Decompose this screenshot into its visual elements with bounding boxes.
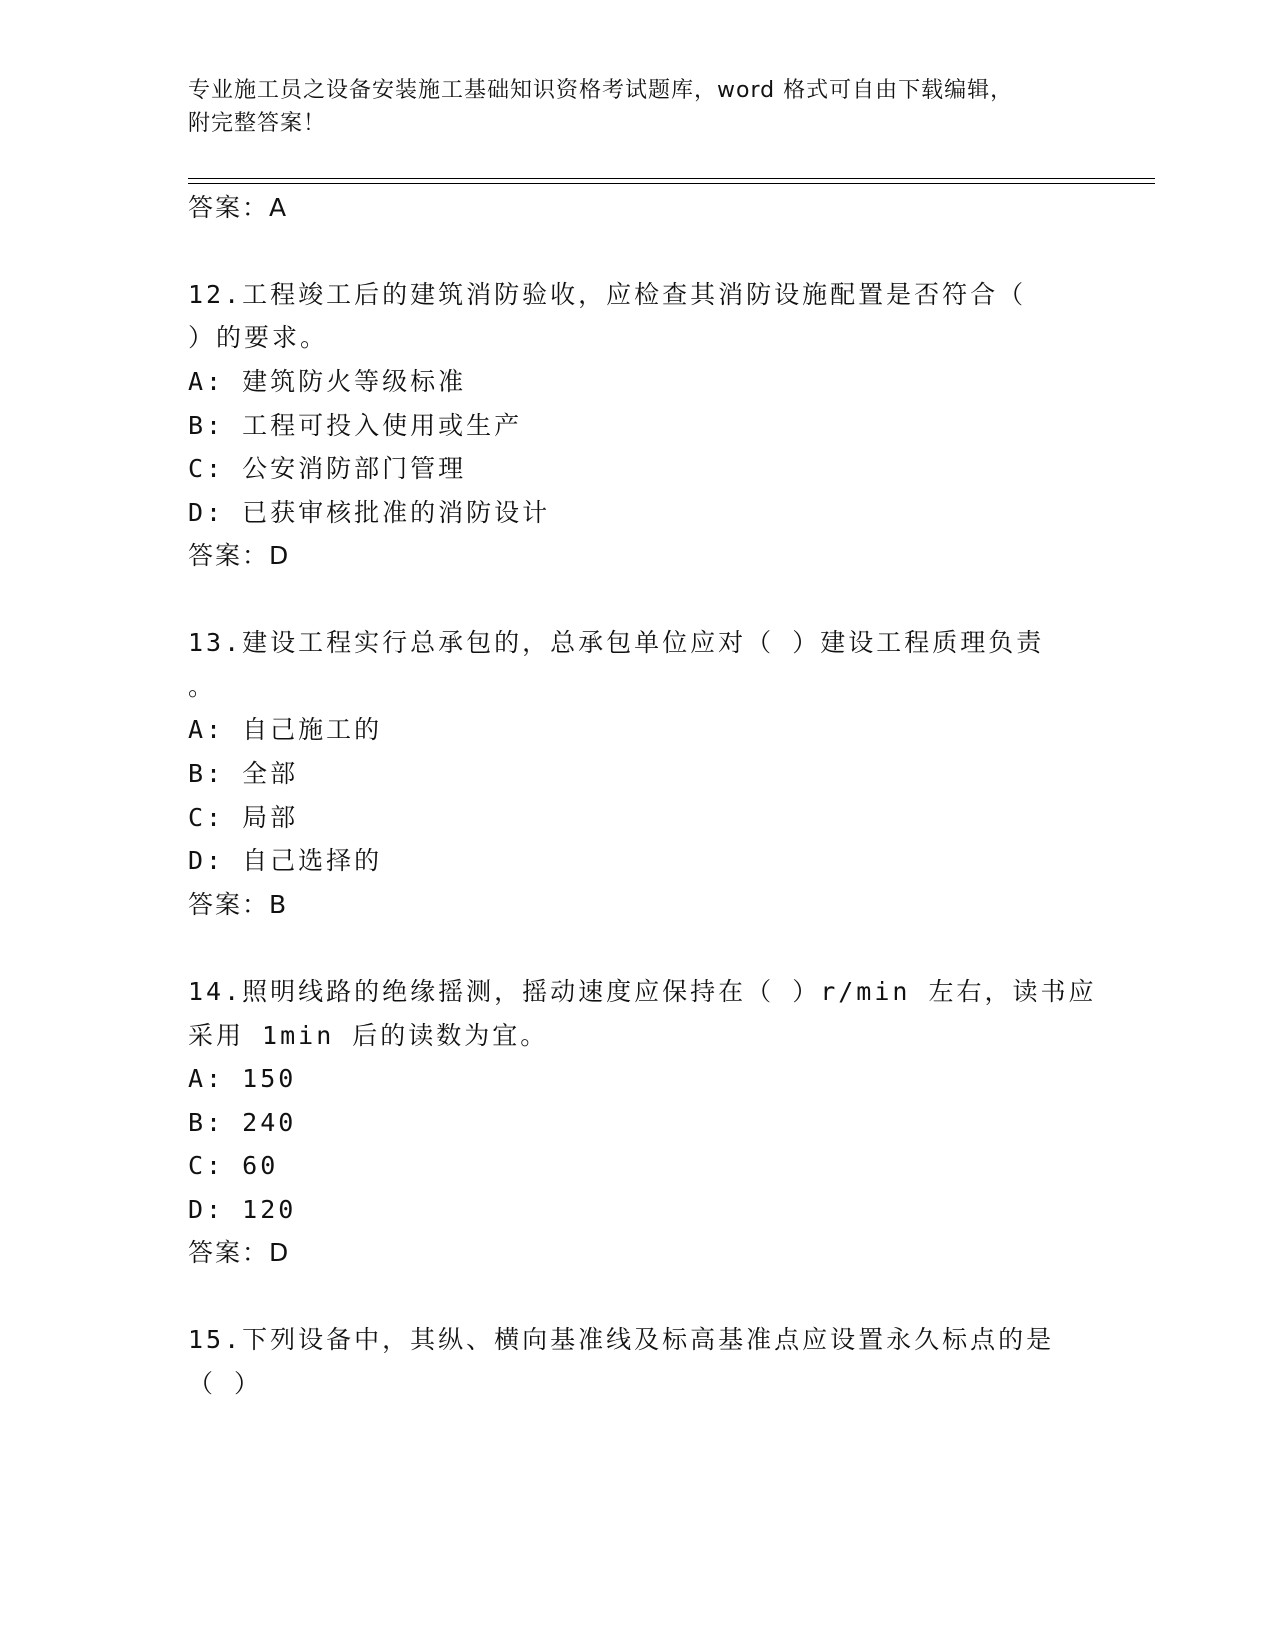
question-12-option-c: C: 公安消防部门管理	[188, 454, 467, 483]
question-15-text-cont: （ ）	[188, 1369, 263, 1398]
question-13-option-b: B: 全部	[188, 759, 299, 788]
question-14-text: 14.照明线路的绝缘摇测，摇动速度应保持在（ ）r/min 左右，读书应	[188, 977, 1097, 1006]
question-14-option-a: A: 150	[188, 1064, 297, 1093]
question-13-option-d: D: 自己选择的	[188, 846, 383, 875]
question-14-option-d: D: 120	[188, 1195, 297, 1224]
question-14-option-c: C: 60	[188, 1151, 279, 1180]
question-14-option-b: B: 240	[188, 1108, 297, 1137]
question-13-text: 13.建设工程实行总承包的，总承包单位应对（ ）建设工程质理负责	[188, 628, 1045, 657]
answer-11: 答案：A	[188, 193, 289, 222]
header-divider-top	[188, 178, 1155, 179]
answer-12: 答案：D	[188, 541, 291, 570]
question-13-option-c: C: 局部	[188, 803, 299, 832]
header-line-2: 附完整答案！	[188, 111, 327, 136]
question-12-option-b: B: 工程可投入使用或生产	[188, 411, 523, 440]
question-14-text-cont: 采用 1min 后的读数为宜。	[188, 1021, 549, 1050]
question-13-option-a: A: 自己施工的	[188, 715, 383, 744]
document-header	[188, 74, 1088, 140]
question-12-text-cont: ）的要求。	[188, 323, 329, 352]
header-divider-bottom	[188, 183, 1155, 184]
question-12-option-a: A: 建筑防火等级标准	[188, 367, 467, 396]
question-15-text: 15.下列设备中，其纵、横向基准线及标高基准点应设置永久标点的是	[188, 1325, 1055, 1354]
question-12-option-d: D: 已获审核批准的消防设计	[188, 498, 551, 527]
question-13-text-cont: 。	[188, 672, 217, 701]
answer-14: 答案：D	[188, 1238, 291, 1267]
answer-13: 答案：B	[188, 890, 289, 919]
header-line-1: 专业施工员之设备安装施工基础知识资格考试题库，word 格式可自由下载编辑，	[188, 78, 1014, 103]
question-12-text: 12.工程竣工后的建筑消防验收，应检查其消防设施配置是否符合（	[188, 280, 1027, 309]
